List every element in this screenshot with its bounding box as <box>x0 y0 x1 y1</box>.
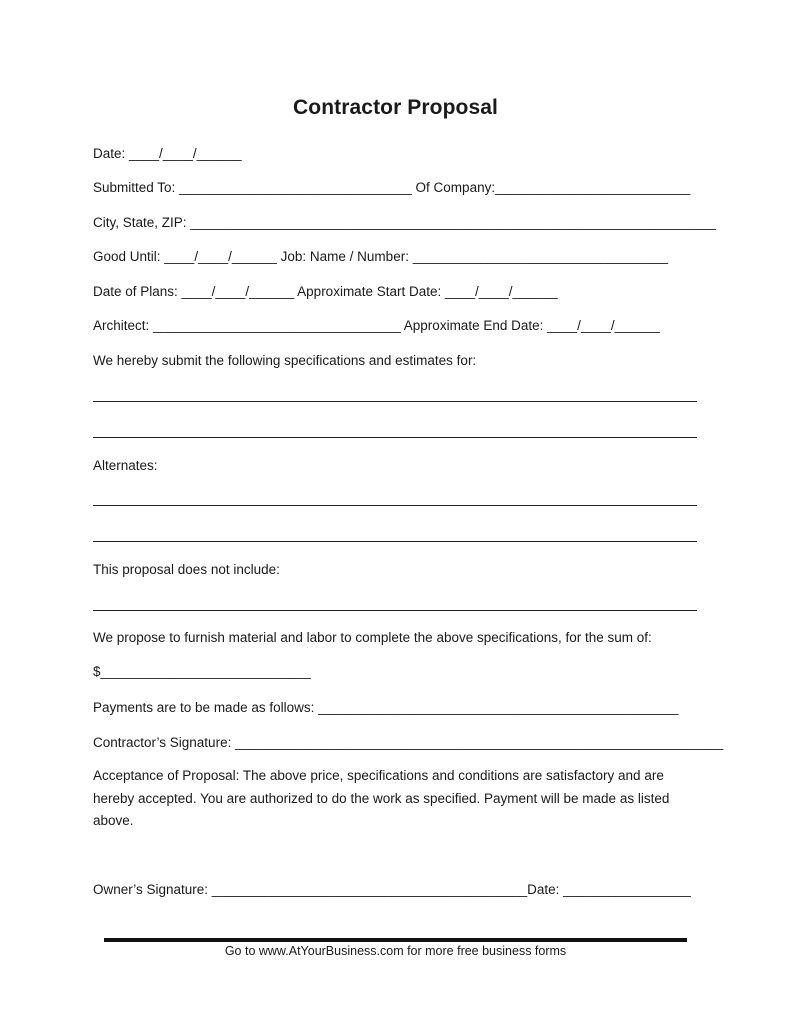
date-of-plans-field[interactable]: Date of Plans: ____/____/______ Approximate Start Date: ____/____/______ <box>93 284 558 299</box>
page-title: Contractor Proposal <box>293 96 498 119</box>
owner-signature-field[interactable]: Owner’s Signature: __________________________________________Date: _________________ <box>93 882 691 897</box>
alternates-line-1[interactable] <box>93 505 697 506</box>
propose-text: We propose to furnish material and labor to complete the above specifications, for the sum of: <box>93 630 652 645</box>
alternates-label: Alternates: <box>93 458 158 473</box>
not-include-label: This proposal does not include: <box>93 562 280 577</box>
alternates-line-2[interactable] <box>93 541 697 542</box>
acceptance-text: Acceptance of Proposal: The above price, specifications and conditions are satisfactory and are hereby accepted. You are authorized to do the work as specified. Payment will be made as listed above. <box>93 768 670 828</box>
payments-field[interactable]: Payments are to be made as follows: ________________________________________________ <box>93 700 679 715</box>
good-until-field[interactable]: Good Until: ____/____/______ Job: Name / Number: __________________________________ <box>93 249 668 264</box>
specifications-line-2[interactable] <box>93 437 697 438</box>
footer-text: Go to www.AtYourBusiness.com for more free business forms <box>224 944 567 958</box>
contractor-signature-field[interactable]: Contractor’s Signature: _________________________________________________________________ <box>93 735 724 750</box>
date-field[interactable]: Date: ____/____/______ <box>93 146 242 161</box>
footer-divider <box>104 938 687 942</box>
sum-field[interactable]: $____________________________ <box>93 664 311 679</box>
architect-field[interactable]: Architect: _________________________________ Approximate End Date: ____/____/______ <box>93 318 660 333</box>
submitted-to-field[interactable]: Submitted To: _______________________________ Of Company:__________________________ <box>93 180 691 195</box>
not-include-line[interactable] <box>93 610 697 611</box>
specifications-label: We hereby submit the following specifications and estimates for: <box>93 353 477 368</box>
specifications-line-1[interactable] <box>93 401 697 402</box>
city-state-zip-field[interactable]: City, State, ZIP: ______________________________________________________________________ <box>93 215 716 230</box>
